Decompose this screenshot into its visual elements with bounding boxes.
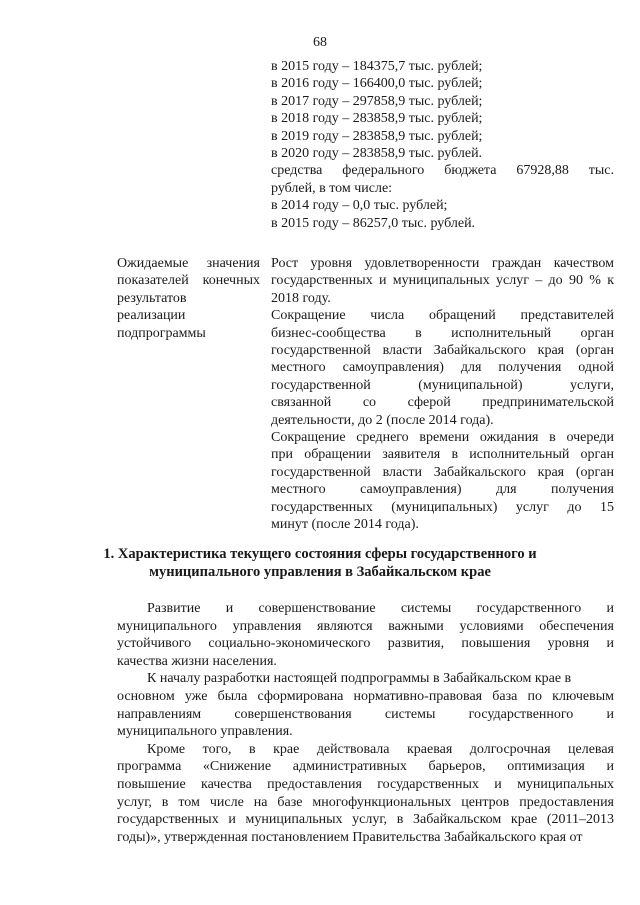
section-heading [100, 545, 540, 581]
result-line: бизнес-сообщества в исполнительный орган [271, 325, 614, 341]
section-heading-line: муниципального управления в Забайкальском крае [149, 564, 491, 580]
result-line: Сокращение среднего времени ожидания в очереди [271, 430, 614, 446]
expected-results-value [271, 255, 614, 534]
result-business-requests [271, 307, 614, 429]
body-line: основном уже была сформирована нормативно-правовая база по ключевым [117, 688, 614, 704]
body-line: К началу разработки настоящей подпрограммы в Забайкальском крае в [147, 671, 572, 687]
label-line: подпрограммы [117, 325, 206, 341]
label-line: Ожидаемые значения [117, 256, 260, 271]
body-line: Кроме того, в крае действовала краевая долгосрочная целевая [147, 741, 614, 757]
result-line: местного самоуправления) для получения [271, 482, 614, 498]
funding-line: в 2020 году – 283858,9 тыс. рублей. [271, 146, 483, 162]
result-line: Сокращение числа обращений представителей [271, 308, 614, 324]
result-line: государственной власти Забайкальского края (орган [271, 343, 614, 359]
result-line: 2018 году. [271, 290, 331, 306]
page-number: 68 [313, 35, 327, 50]
result-line: государственных и муниципальных услуг – до 90 % к [271, 273, 614, 289]
section-heading-line: 1. Характеристика текущего состояния сферы государственного и [103, 546, 537, 562]
body-line: направлениям совершенствования системы государственного и [117, 706, 614, 722]
funding-line: в 2015 году – 86257,0 тыс. рублей. [271, 215, 476, 231]
federal-budget-line: рублей, в том числе: [271, 180, 393, 196]
federal-budget-line: средства федерального бюджета 67928,88 тыс. [271, 163, 614, 179]
result-line: при обращении заявителя в исполнительный орган [271, 447, 614, 463]
body-paragraph [117, 670, 614, 740]
body-line: устойчивого социально-экономического развития, повышения уровня и [117, 636, 614, 652]
label-line: результатов [117, 290, 187, 306]
body-line: государственных и муниципальных услуг, в Забайкальском крае (2011–2013 [117, 812, 614, 828]
body-line: муниципального управления являются важными условиями обеспечения [117, 618, 614, 634]
result-line: связанной со сферой предпринимательской [271, 395, 614, 411]
body-line: качества жизни населения. [117, 653, 277, 669]
funding-line: в 2016 году – 166400,0 тыс. рублей; [271, 76, 483, 92]
body-line: услуг, в том числе на базе многофункциональных центров предоставления [117, 794, 614, 810]
section-body [117, 600, 614, 846]
result-line: Рост уровня удовлетворенности граждан качеством [271, 256, 614, 271]
body-line: годы)», утвержденная постановлением Правительства Забайкальского края от [117, 829, 583, 845]
funding-line: в 2014 году – 0,0 тыс. рублей; [271, 198, 448, 214]
body-line: муниципального управления. [117, 724, 293, 740]
label-line: реализации [117, 308, 186, 324]
result-line: минут (после 2014 года). [271, 517, 419, 533]
result-waiting-time [271, 429, 614, 533]
funding-breakdown [271, 58, 614, 232]
body-line: программа «Снижение административных барьеров, оптимизация и [117, 759, 614, 775]
expected-results-label [117, 255, 260, 342]
body-line: повышение качества предоставления государственных и муниципальных [117, 776, 614, 792]
funding-line: в 2015 году – 184375,7 тыс. рублей; [271, 59, 483, 74]
funding-line: в 2017 году – 297858,9 тыс. рублей; [271, 93, 483, 109]
body-paragraph [117, 600, 614, 670]
label-line: показателей конечных [117, 273, 260, 289]
result-line: государственной власти Забайкальского края (орган [271, 464, 614, 480]
result-line: местного самоуправления) для получения одной [271, 360, 614, 376]
result-line: государственных (муниципальных) услуг до 15 [271, 499, 614, 515]
body-line: Развитие и совершенствование системы государственного и [147, 601, 614, 616]
funding-line: в 2018 году – 283858,9 тыс. рублей; [271, 111, 483, 127]
funding-line: в 2019 году – 283858,9 тыс. рублей; [271, 128, 483, 144]
body-paragraph [117, 741, 614, 847]
result-satisfaction [271, 255, 614, 307]
result-line: деятельности, до 2 (после 2014 года). [271, 412, 494, 428]
result-line: государственной (муниципальной) услуги, [271, 377, 614, 393]
